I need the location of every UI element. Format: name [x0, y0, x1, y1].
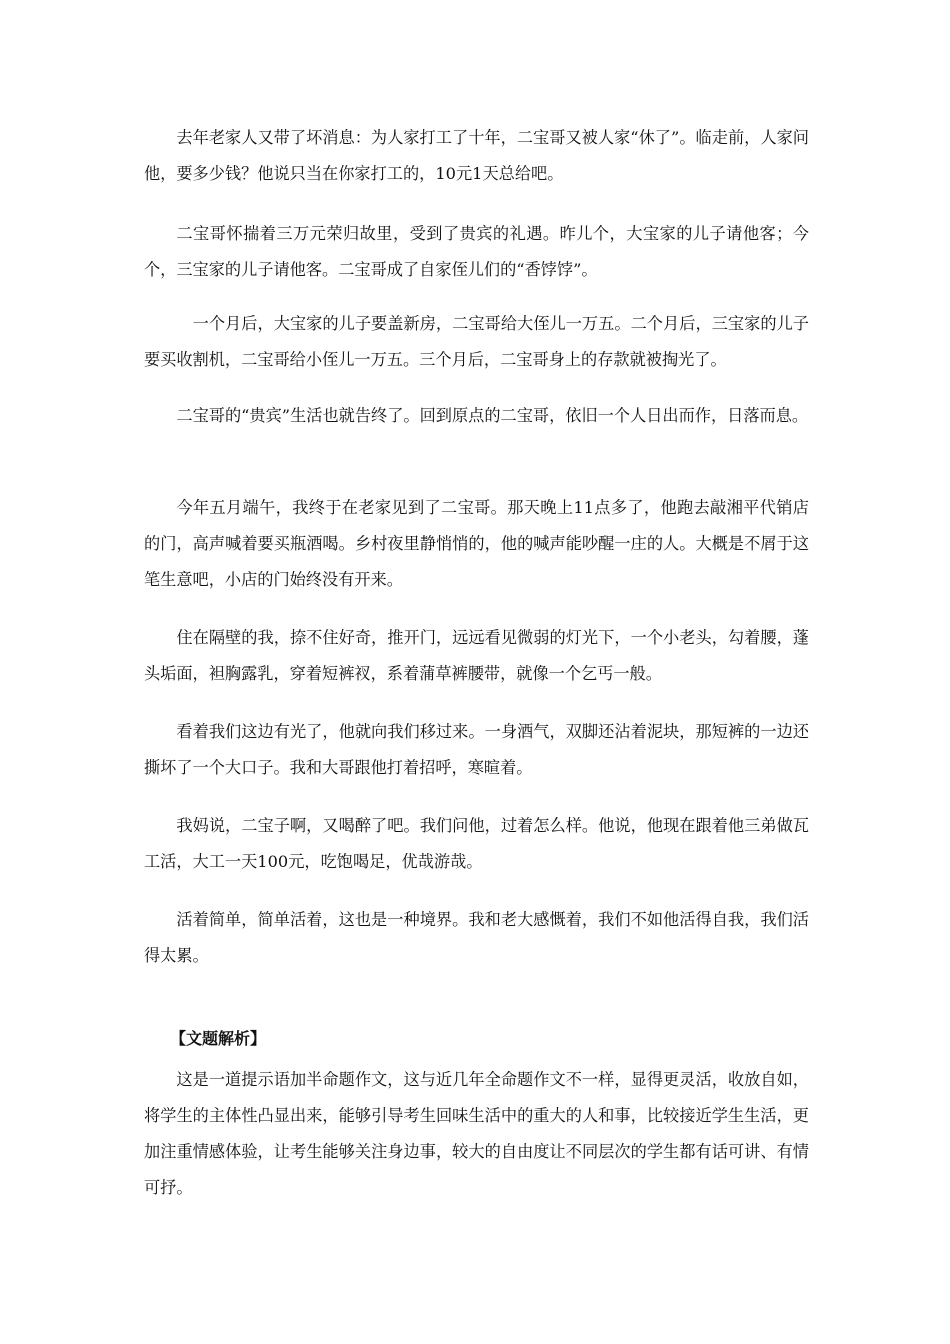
paragraph-3: 一个月后，大宝家的儿子要盖新房，二宝哥给大侄儿一万五。二个月后，三宝家的儿子要买收割机，二宝哥给小侄儿一万五。三个月后，二宝哥身上的存款就被掏光了。 [144, 314, 809, 369]
paragraph-9: 活着简单，简单活着，这也是一种境界。我和老大感慨着，我们不如他活得自我，我们活得太累。 [144, 910, 809, 965]
analysis-heading: 【文题解析】 [170, 1029, 267, 1048]
paragraph-6: 住在隔壁的我，捺不住好奇，推开门，远远看见微弱的灯光下，一个小老头，勾着腰，蓬头垢面，袒胸露乳，穿着短裤衩，系着蒲草裤腰带，就像一个乞丐一般。 [144, 628, 809, 683]
paragraph-1: 去年老家人又带了坏消息：为人家打工了十年，二宝哥又被人家“休了”。临走前，人家问他，要多少钱？他说只当在你家打工的，10元1天总给吧。 [144, 128, 809, 183]
paragraph-7: 看着我们这边有光了，他就向我们移过来。一身酒气，双脚还沾着泥块，那短裤的一边还撕坏了一个大口子。我和大哥跟他打着招呼，寒暄着。 [144, 722, 809, 777]
paragraph-4: 二宝哥的“贵宾”生活也就告终了。回到原点的二宝哥，依旧一个人日出而作，日落而息。 [176, 406, 809, 425]
paragraph-5: 今年五月端午，我终于在老家见到了二宝哥。那天晚上11点多了，他跑去敲湘平代销店的门，高声喊着要买瓶酒喝。乡村夜里静悄悄的，他的喊声能吵醒一庄的人。大概是不屑于这笔生意吧，小店的门始终没有开来。 [144, 498, 809, 589]
paragraph-2: 二宝哥怀揣着三万元荣归故里，受到了贵宾的礼遇。昨儿个，大宝家的儿子请他客；今个，三宝家的儿子请他客。二宝哥成了自家侄儿们的“香饽饽”。 [144, 224, 809, 279]
analysis-paragraph: 这是一道提示语加半命题作文，这与近几年全命题作文不一样，显得更灵活，收放自如，将学生的主体性凸显出来，能够引导考生回味生活中的重大的人和事，比较接近学生生活，更加注重情感体验，让考生能够关注身边事，较大的自由度让不同层次的学生都有话可讲、有情可抒。 [144, 1070, 809, 1197]
paragraph-8: 我妈说，二宝子啊，又喝醉了吧。我们问他，过着怎么样。他说，他现在跟着他三弟做瓦工活，大工一天100元，吃饱喝足，优哉游哉。 [144, 816, 809, 871]
